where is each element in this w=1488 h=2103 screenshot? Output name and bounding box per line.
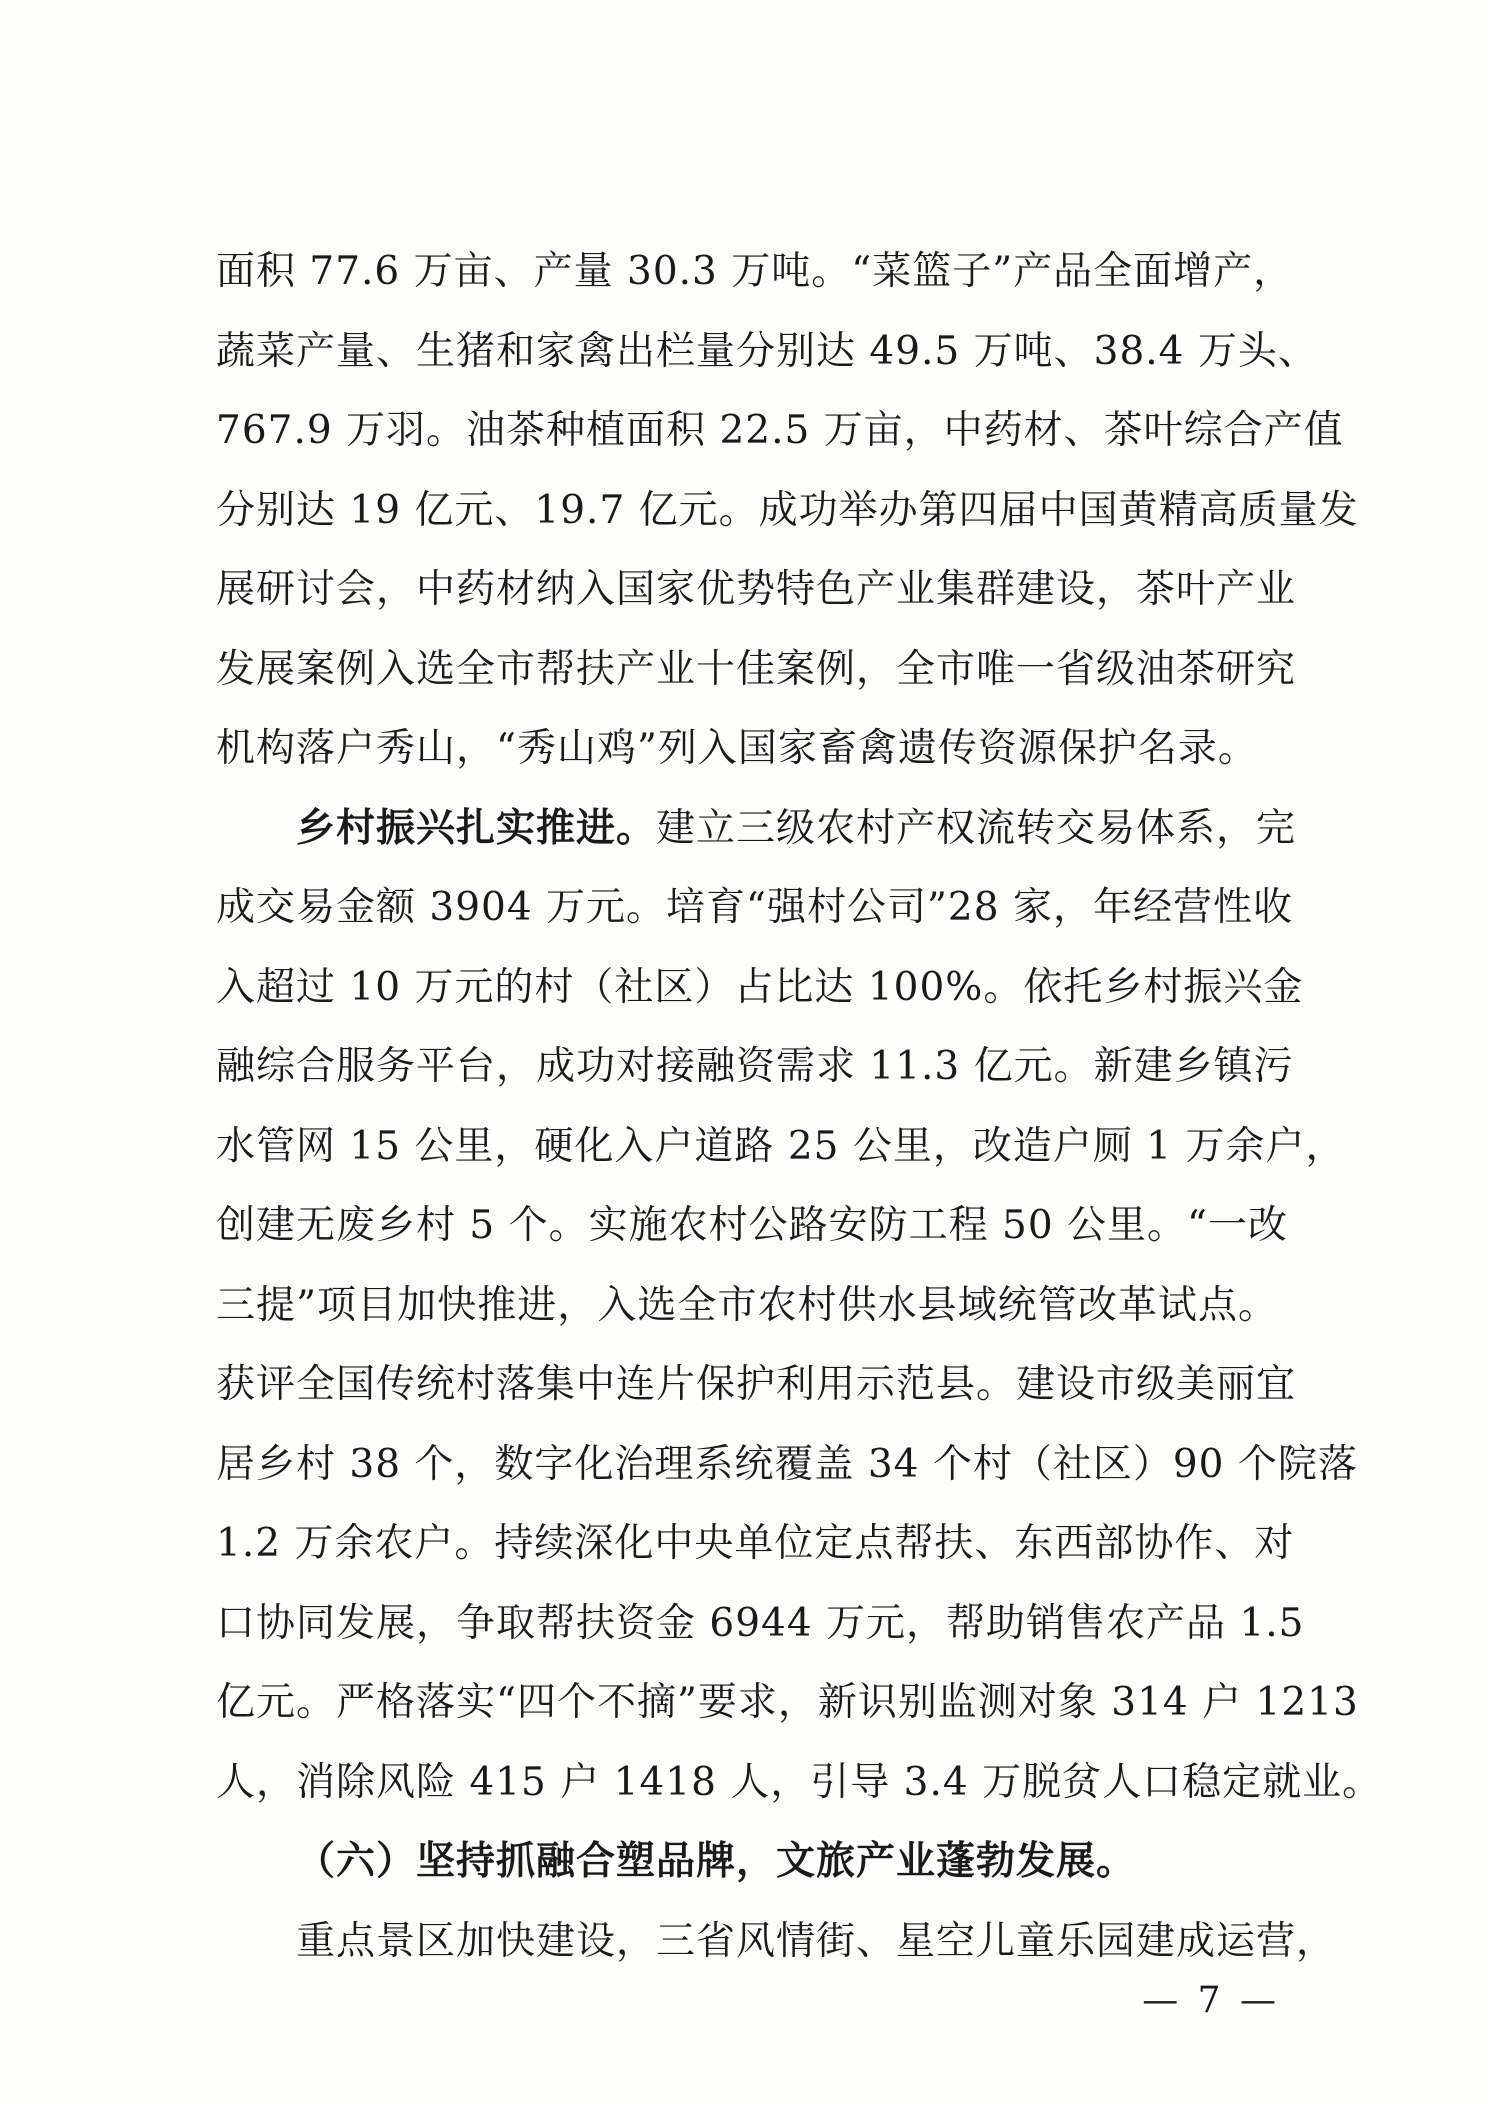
- text-line: 亿元。严格落实“四个不摘”要求，新识别监测对象 314 户 1213: [216, 1680, 1359, 1725]
- text-line: 融综合服务平台，成功对接融资需求 11.3 亿元。新建乡镇污: [216, 1044, 1294, 1089]
- text-line: 展研讨会，中药材纳入国家优势特色产业集群建设，茶叶产业: [216, 567, 1297, 612]
- text-line: 入超过 10 万元的村（社区）占比达 100%。依托乡村振兴金: [216, 964, 1304, 1010]
- text-line: 蔬菜产量、生猪和家禽出栏量分别达 49.5 万吨、38.4 万头、: [216, 328, 1318, 374]
- section-heading: （六）坚持抓融合塑品牌，文旅产业蓬勃发展。: [296, 1838, 1137, 1884]
- text-fragment: 建立三级农村产权流转交易体系，完: [656, 805, 1297, 851]
- text-line: 人，消除风险 415 户 1418 人，引导 3.4 万脱贫人口稳定就业。: [216, 1759, 1383, 1805]
- text-line: 成交易金额 3904 万元。培育“强村公司”28 家，年经营性收: [216, 885, 1293, 930]
- text-line: 获评全国传统村落集中连片保护利用示范县。建设市级美丽宜: [216, 1362, 1297, 1407]
- body-text: [216, 232, 1383, 1981]
- text-line: 创建无废乡村 5 个。实施农村公路安防工程 50 公里。“一改: [216, 1203, 1288, 1248]
- text-line: 767.9 万羽。油茶种植面积 22.5 万亩，中药材、茶叶综合产值: [216, 408, 1344, 453]
- text-line: 面积 77.6 万亩、产量 30.3 万吨。“菜篮子”产品全面增产，: [216, 249, 1294, 294]
- text-line: 机构落户秀山，“秀山鸡”列入国家畜禽遗传资源保护名录。: [216, 726, 1258, 771]
- text-line: 三提”项目加快推进，入选全市农村供水县域统管改革试点。: [216, 1282, 1278, 1328]
- paragraph-rural-revitalization-first-line: [216, 789, 1297, 869]
- page-number: — 7 —: [1142, 1980, 1280, 2021]
- text-line: 水管网 15 公里，硬化入户道路 25 公里，改造户厕 1 万余户，: [216, 1123, 1346, 1169]
- text-line: 居乡村 38 个，数字化治理系统覆盖 34 个村（社区）90 个院落: [216, 1441, 1358, 1487]
- text-line: 1.2 万余农户。持续深化中央单位定点帮扶、东西部协作、对: [216, 1521, 1295, 1566]
- text-line: 分别达 19 亿元、19.7 亿元。成功举办第四届中国黄精高质量发: [216, 487, 1359, 533]
- paragraph-heading: 乡村振兴扎实推进。: [296, 804, 657, 851]
- text-line: 重点景区加快建设，三省风情街、星空儿童乐园建成运营，: [296, 1918, 1337, 1964]
- text-line: 发展案例入选全市帮扶产业十佳案例，全市唯一省级油茶研究: [216, 646, 1297, 692]
- text-line: 口协同发展，争取帮扶资金 6944 万元，帮助销售农产品 1.5: [216, 1600, 1305, 1646]
